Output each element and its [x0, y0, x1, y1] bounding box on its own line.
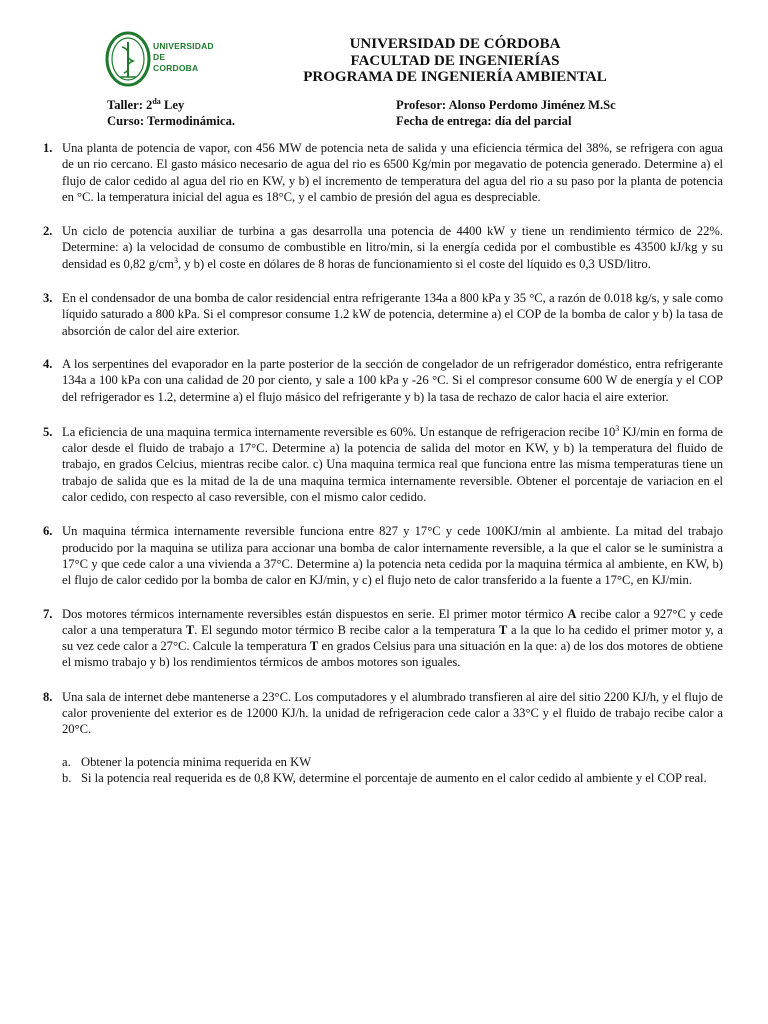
- program-name: PROGRAMA DE INGENIERÍA AMBIENTAL: [303, 69, 607, 85]
- problem-number: 7.: [43, 606, 53, 621]
- problem-number: 5.: [43, 424, 53, 439]
- university-name: UNIVERSIDAD DE CÓRDOBA: [349, 36, 561, 52]
- logo-line-2: DE: [153, 52, 166, 62]
- problem-text: A los serpentines del evaporador en la parte posterior de la sección de congelador de un refrigerador doméstico, entra refrigerante 134a a 100 kPa con una calidad de 20 por ciento, y sale a 100 kPa y -26 °C. Si el compresor consume 600 W de energía y el COP del refrigerador es 1.2, determine a) el flujo másico del refrigerante y b) la tasa de rechazo de calor hacia el aire exterior.: [62, 356, 723, 404]
- subitem-b: [62, 770, 723, 786]
- problem-3: [43, 290, 723, 339]
- problem-1: [43, 140, 723, 205]
- professor-line: Profesor: Alonso Perdomo Jiménez M.Sc: [396, 98, 616, 112]
- problem-text: En el condensador de una bomba de calor residencial entra refrigerante 134a a 800 kPa y 35 °C, a razón de 0.018 kg/s, y sale como líquido saturado a 800 kPa. Si el compresor consume 1.2 kW de potencia, determine a) el COP de la bomba de calor y b) la tasa de absorción de calor del aire exterior.: [62, 291, 723, 338]
- problem-8: [43, 689, 723, 786]
- problem-number: 1.: [43, 141, 53, 155]
- problem-text: Dos motores térmicos internamente reversibles están dispuestos en serie. El primer motor térmico A recibe calor a 927°C y cede calor a una temperatura T. El segundo motor térmico B recibe calor a la temperatura T a la que lo ha cedido el primer motor y, a su vez cede calor a 27°C. Calcule la temperatura T en grados Celsius para una situación en la que: a) de los dos motores de obtiene el mismo trabajo y b) los rendimientos térmicos de ambos motores son iguales.: [62, 606, 724, 670]
- problem-2: [43, 223, 723, 272]
- problem-text: Una planta de potencia de vapor, con 456 MW de potencia neta de salida y una eficiencia térmica del 38%, se refrigera con agua de un rio cercano. El gasto másico necesario de agua del rio es 6500 Kg/min por megavatio de potencia generado. Determine a) el flujo de calor cedido al agua del rio en KW, y b) el incremento de temperatura del agua del rio a su paso por la planta de potencia en °C. la temperatura inicial del agua es 18°C, y el cambio de presión del agua es despreciable.: [62, 141, 723, 204]
- logo-line-3: CORDOBA: [153, 63, 199, 73]
- problem-list: [43, 140, 724, 786]
- problem-number: 3.: [43, 291, 53, 306]
- problem-5: [43, 423, 723, 505]
- problem-number: 8.: [43, 689, 53, 704]
- document-heading: [255, 36, 655, 86]
- due-date-line: Fecha de entrega: día del parcial: [396, 113, 572, 128]
- university-logo: [104, 30, 244, 88]
- logo-line-1: UNIVERSIDAD: [153, 41, 214, 51]
- university-emblem-icon: [104, 30, 154, 88]
- assignment-info: [107, 98, 235, 129]
- taller-line: Taller: $2^{da}$ Ley: [107, 96, 185, 112]
- subitem-label: b.: [62, 770, 72, 785]
- course-line: Curso: Termodinámica.: [107, 113, 236, 128]
- problem-number: 2.: [43, 224, 53, 239]
- subitem-text: Si la potencia real requerida es de 0,8 KW, determine el porcentaje de aumento en el calor cedido al ambiente y el COP real.: [81, 770, 707, 785]
- problem-6: [43, 523, 723, 588]
- subitem-text: Obtener la potencia minima requerida en KW: [81, 754, 312, 769]
- problem-4: [43, 356, 723, 405]
- subitem-list: [62, 754, 723, 787]
- problem-number: 6.: [43, 524, 53, 539]
- logo-wordmark: [153, 41, 214, 74]
- problem-7: [43, 606, 724, 671]
- subitem-label: a.: [62, 754, 71, 769]
- subitem-a: [62, 754, 723, 770]
- problem-text: Una sala de internet debe mantenerse a 23°C. Los computadores y el alumbrado transfieren al aire del sitio 2200 KJ/h, y el flujo de calor proveniente del exterior es de 12000 KJ/h. la unidad de refrigeracion cede calor a 33°C y el fluido de trabajo recibe calor a 20°C.: [62, 689, 723, 737]
- problem-text: La eficiencia de una maquina termica internamente reversible es 60%. Un estanque de refrigeracion recibe $10^3$ KJ/min en forma de calor desde el fluido de trabajo a 17°C. Determine a) la potencia de salida del motor en KW, y b) la temperatura del fluido de trabajo, en grados Celcius, mientras recibe calor. c) Una maquina termica real que funciona entre las misma temperaturas tiene un trabajo de salida que es la mitad de la de una maquina termica internamente reversible. Obtener el porcentaje de variacion en el calor cedido, con respecto al caso reversible, con el mismo calor cedido.: [62, 423, 723, 505]
- faculty-name: FACULTAD DE INGENIERÍAS: [350, 52, 560, 69]
- problem-text: Un ciclo de potencia auxiliar de turbina a gas desarrolla una potencia de 4400 kW y tiene un rendimiento térmico de 22%. Determine: a) la velocidad de consumo de combustible en litro/min, si la energía cedida por el combustible es 43500 kJ/kg y su densidad es 0,82 $g/cm^3$, y b) el coste en dólares de 8 horas de funcionamiento si el coste del líquido es 0,3 USD/litro.: [62, 224, 723, 271]
- teacher-info: [396, 98, 616, 129]
- problem-text: Un maquina térmica internamente reversible funciona entre 827 y 17°C y cede 100KJ/min al ambiente. La mitad del trabajo producido por la maquina se utiliza para accionar una bomba de calor internamente reversible, a la que el calor se le suministra a 17°C y que cede calor a una vivienda a 37°C. Determine a) la potencia neta cedida por la maquina térmica al ambiente, en KW, b) el flujo de calor cedido por la bomba de calor en KJ/min, y c) el flujo neto de calor transferido a la fuente a 17°C, en KJ/min.: [62, 524, 723, 588]
- problem-number: 4.: [43, 356, 53, 371]
